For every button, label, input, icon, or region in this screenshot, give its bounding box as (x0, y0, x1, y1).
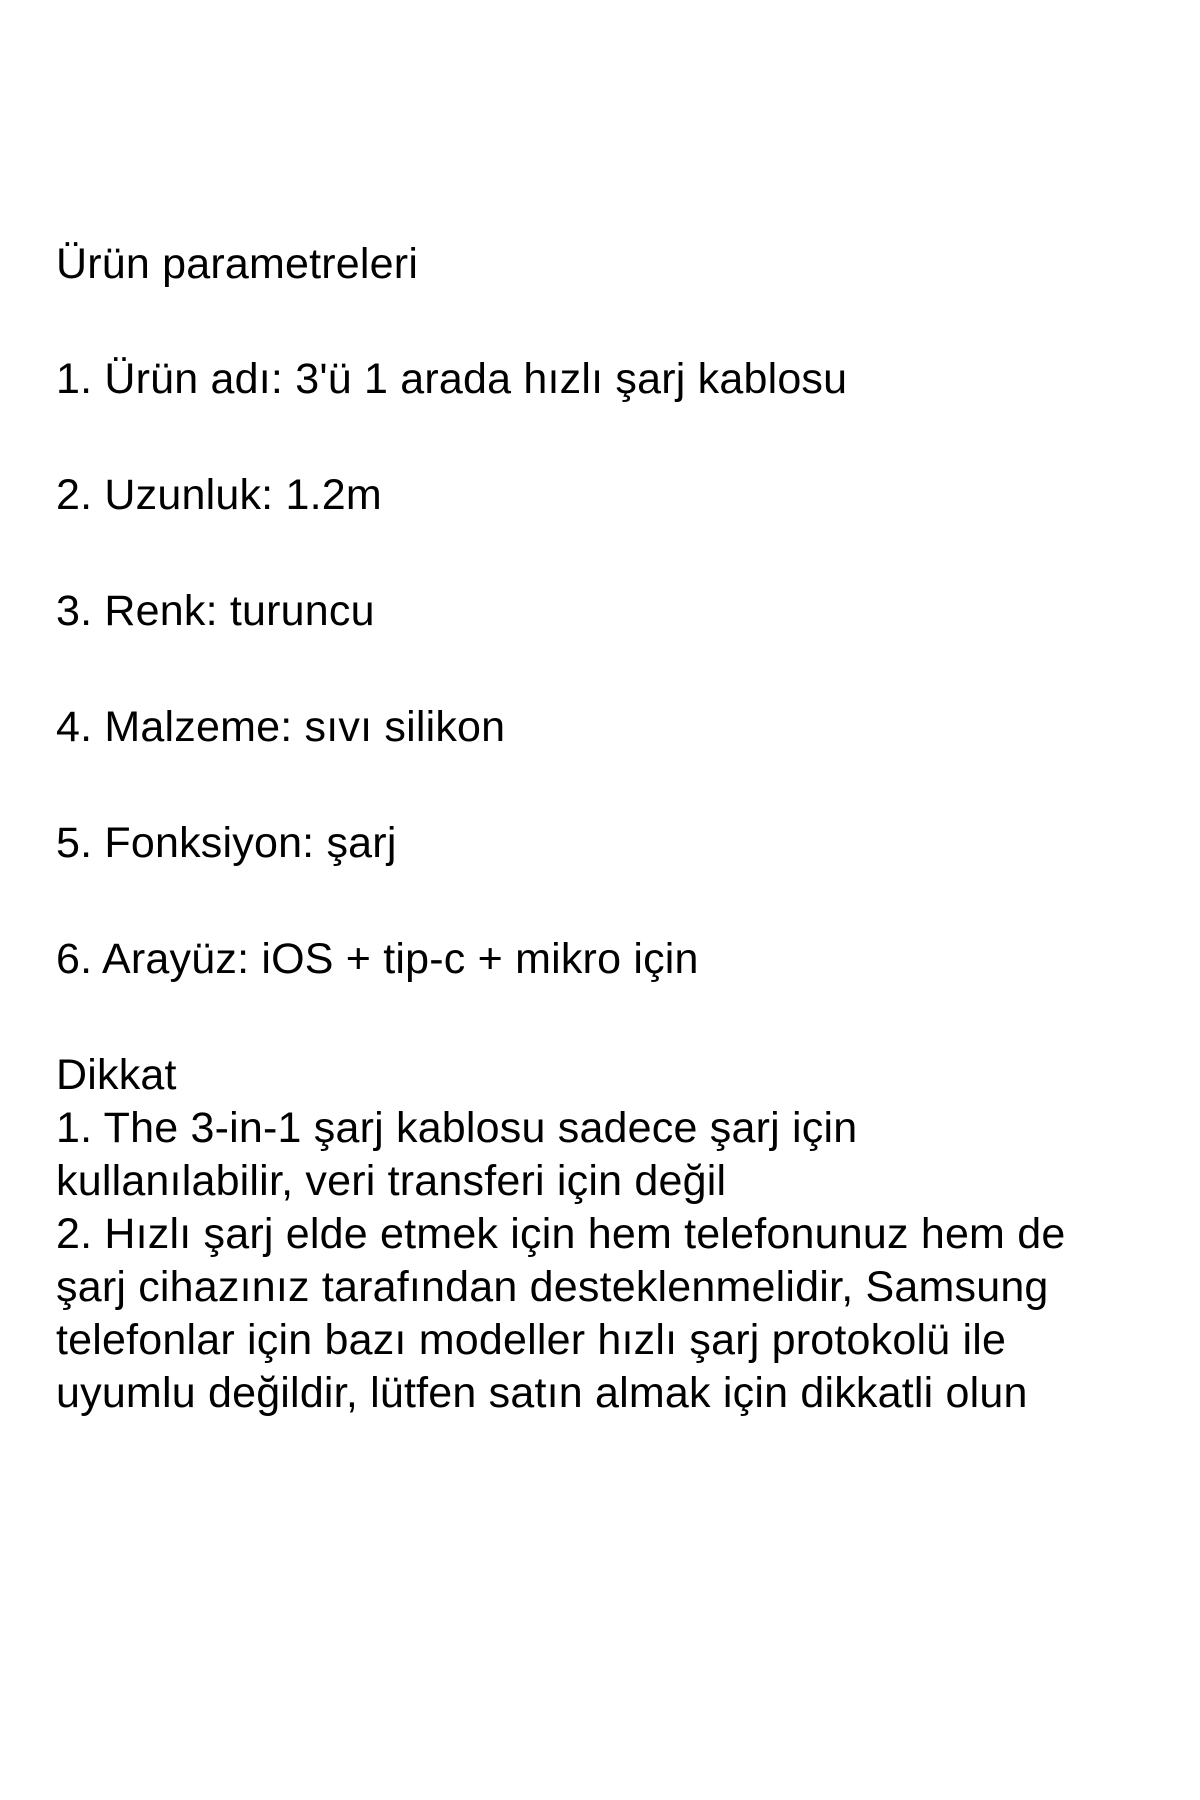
notice-item-1-line: kullanılabilir, veri transferi için değil (56, 1157, 727, 1205)
param-name: 1. Ürün adı: 3'ü 1 arada hızlı şarj kablosu (56, 355, 848, 403)
notice-item-2-line: 2. Hızlı şarj elde etmek için hem telefonunuz hem de (56, 1210, 1066, 1258)
notice-item-2-line: uyumlu değildir, lütfen satın almak için dikkatli olun (56, 1369, 1028, 1417)
param-material: 4. Malzeme: sıvı silikon (56, 703, 506, 751)
param-color: 3. Renk: turuncu (56, 587, 375, 635)
notice-item-2 (56, 1208, 1166, 1420)
product-description (56, 238, 1166, 1420)
param-interface: 6. Arayüz: iOS + tip-c + mikro için (56, 935, 699, 983)
notice-item-1-line: 1. The 3-in-1 şarj kablosu sadece şarj için (56, 1104, 858, 1152)
param-function: 5. Fonksiyon: şarj (56, 819, 397, 867)
notice-heading: Dikkat (56, 1051, 177, 1099)
params-heading: Ürün parametreleri (56, 240, 419, 288)
param-length: 2. Uzunluk: 1.2m (56, 471, 382, 519)
notice-item-2-line: telefonlar için bazı modeller hızlı şarj protokolü ile (56, 1316, 1007, 1364)
notice-item-2-line: şarj cihazınız tarafından desteklenmelidir, Samsung (56, 1263, 1049, 1311)
notice-item-1 (56, 1102, 1166, 1208)
